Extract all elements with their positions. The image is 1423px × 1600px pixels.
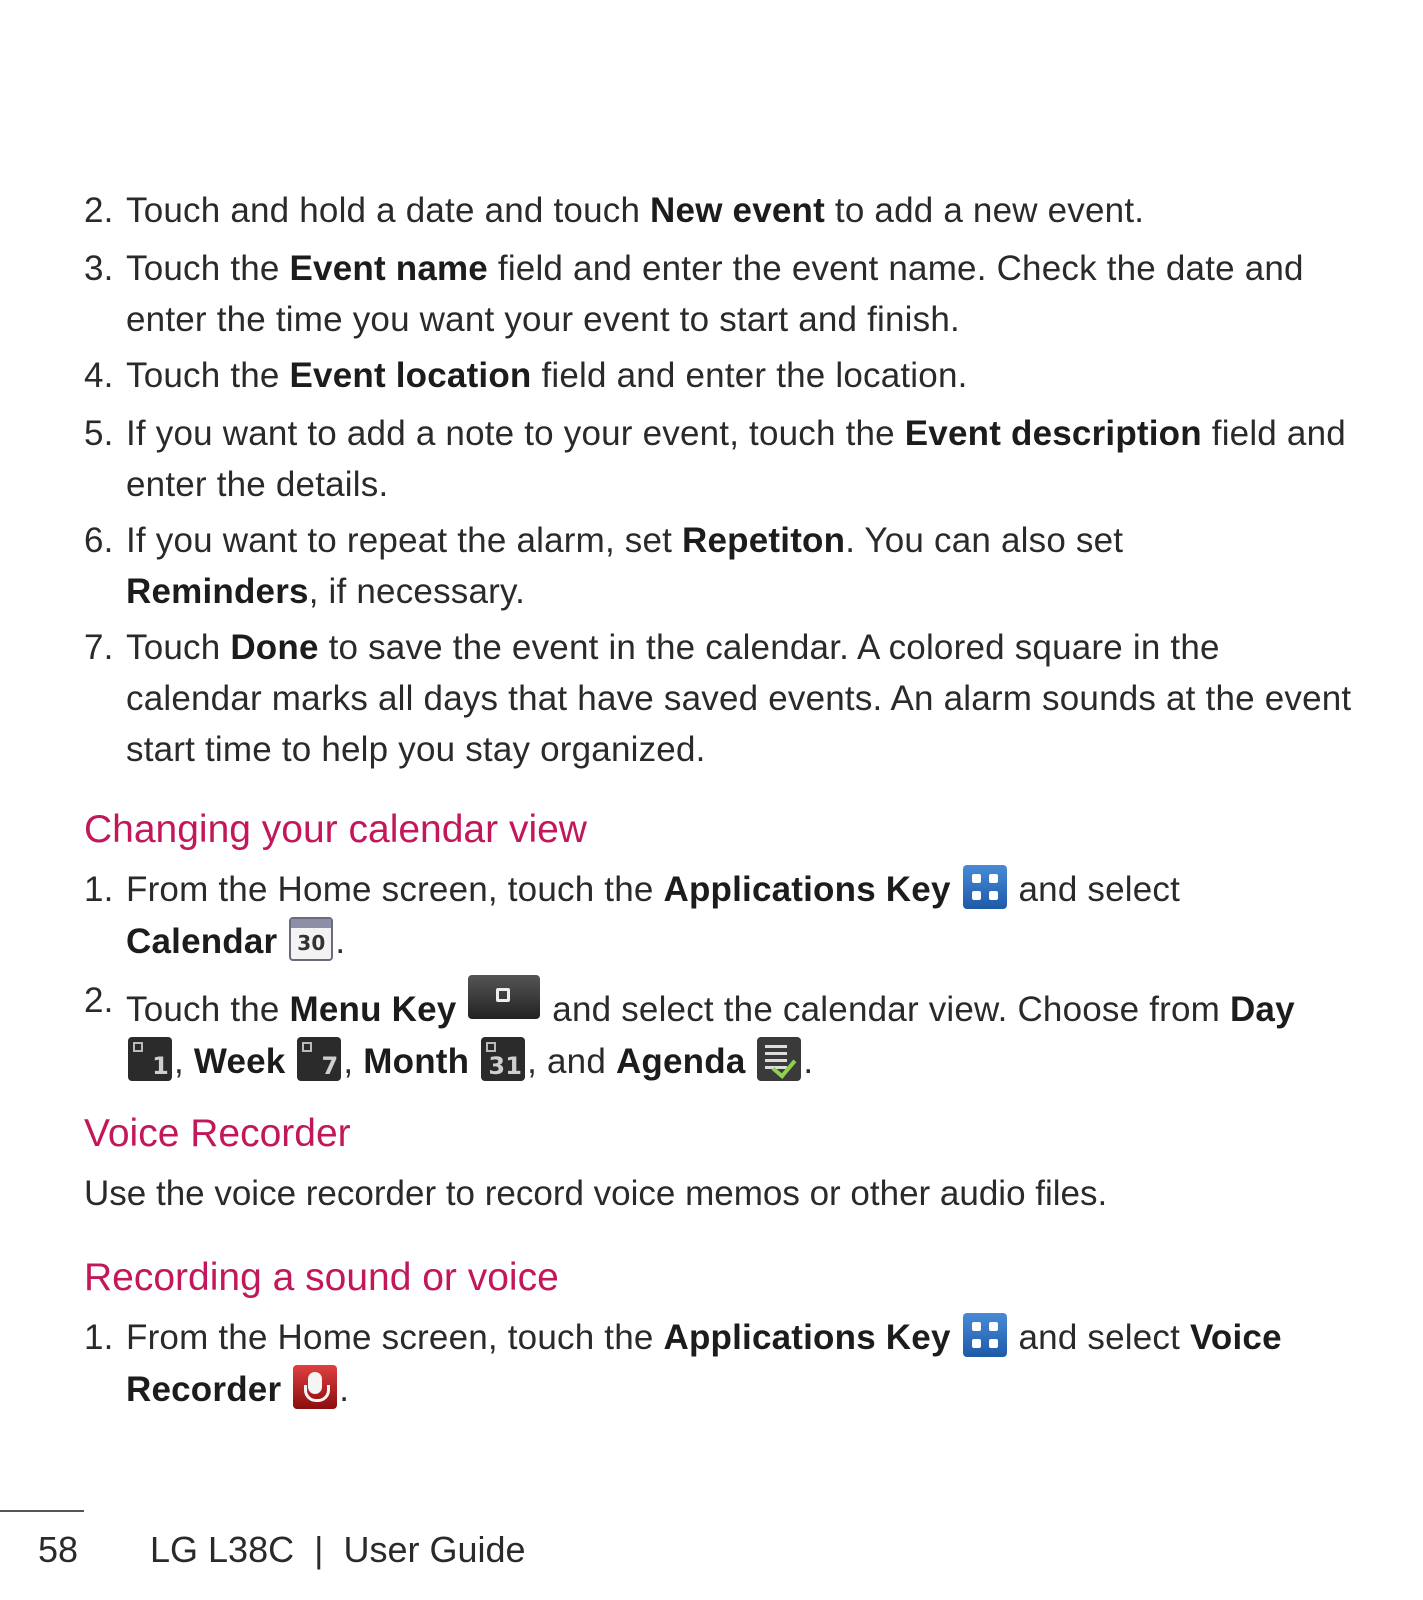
step-bold-term: Reminders: [126, 572, 309, 611]
step-text: [126, 243, 1354, 345]
step-bold-term: New event: [650, 191, 825, 230]
day-icon-label: 1: [152, 1052, 169, 1080]
step-text-part: ,: [174, 1042, 194, 1081]
step-text-part: and select the calendar view. Choose from: [542, 990, 1230, 1029]
list-item: [84, 1312, 1354, 1416]
agenda-view-icon: [757, 1037, 801, 1081]
step-bold-term: Recorder: [126, 1370, 282, 1409]
step-bold-term: Menu Key: [289, 990, 457, 1029]
footer-title: LG L38C | User Guide: [150, 1529, 526, 1570]
step-text: [126, 350, 1354, 401]
list-item: [84, 515, 1354, 617]
week-icon-label: 7: [321, 1052, 339, 1080]
step-text: [126, 975, 1354, 1088]
step-text-part: Touch and hold a date and touch: [126, 191, 651, 230]
step-bold-term: Calendar: [126, 922, 278, 961]
step-number: 5.: [84, 414, 114, 453]
step-text: [126, 622, 1354, 775]
voice-recorder-icon: [293, 1365, 337, 1409]
list-item: [84, 408, 1354, 510]
step-bold-term: Repetiton: [682, 521, 846, 560]
section-heading-recording: Recording a sound or voice: [84, 1256, 559, 1299]
footer-divider: [0, 1510, 84, 1512]
step-text-part: Touch the: [126, 249, 290, 288]
step-text-part: to save the event in the calendar. A colored square in the calendar marks all days that have saved events. An alarm sounds at the event start time to help you stay organized.: [126, 628, 1352, 769]
section-heading-calendar-view: Changing your calendar view: [84, 808, 587, 851]
step-text: [126, 864, 1354, 968]
list-item: [84, 185, 1354, 236]
step-number: 2.: [84, 191, 114, 230]
step-text-part: to add a new event.: [824, 191, 1145, 230]
step-bold-term: Event location: [289, 356, 532, 395]
step-text-part: Touch the: [126, 356, 290, 395]
section-description: Use the voice recorder to record voice memos or other audio files.: [84, 1174, 1108, 1213]
step-text-part: . You can also set: [845, 521, 1124, 560]
step-text-part: and select: [1008, 1318, 1190, 1357]
step-text: [126, 185, 1354, 236]
step-text-part: field and enter the location.: [531, 356, 968, 395]
step-bold-term: Week: [193, 1042, 286, 1081]
step-text-part: .: [803, 1042, 814, 1081]
step-bold-term: Done: [230, 628, 319, 667]
page-number: 58: [38, 1529, 79, 1570]
step-text-part: field and enter the event name. Check the date and enter the time you want your event to start and finish.: [126, 249, 1304, 339]
step-number: 7.: [84, 628, 114, 667]
step-bold-term: Event name: [289, 249, 488, 288]
step-text-part: .: [335, 922, 346, 961]
list-item: [84, 975, 1354, 1088]
step-text: [126, 515, 1354, 617]
step-text-part: If you want to add a note to your event, touch the: [126, 414, 905, 453]
applications-key-icon: [963, 1313, 1007, 1357]
applications-key-icon: [963, 865, 1007, 909]
step-number: 1.: [84, 1318, 114, 1357]
step-text-part: From the Home screen, touch the: [126, 1318, 664, 1357]
list-item: [84, 622, 1354, 775]
step-number: 2.: [84, 981, 114, 1020]
step-bold-term: Month: [363, 1042, 470, 1081]
list-item: [84, 350, 1354, 401]
step-text-part: If you want to repeat the alarm, set: [126, 521, 683, 560]
step-bold-term: Applications Key: [663, 1318, 951, 1357]
list-item: [84, 243, 1354, 345]
month-view-icon: [481, 1037, 525, 1081]
step-text-part: ,: [343, 1042, 364, 1081]
step-text-part: .: [339, 1370, 350, 1409]
step-bold-term: Agenda: [615, 1042, 746, 1081]
step-text-part: field and enter the details.: [126, 414, 1346, 504]
step-bold-term: Voice: [1189, 1318, 1282, 1357]
calendar-app-icon: [289, 917, 333, 961]
step-number: 3.: [84, 249, 114, 288]
month-icon-label: 31: [488, 1052, 523, 1080]
step-text-part: From the Home screen, touch the: [126, 870, 664, 909]
step-text: [126, 408, 1354, 510]
step-text-part: , and: [527, 1042, 616, 1081]
day-view-icon: [128, 1037, 172, 1081]
step-text-part: Touch the: [126, 990, 290, 1029]
step-number: 1.: [84, 870, 114, 909]
step-text-part: Touch: [126, 628, 231, 667]
step-text-part: and select: [1008, 870, 1181, 909]
step-number: 4.: [84, 356, 114, 395]
step-text-part: , if necessary.: [308, 572, 526, 611]
step-bold-term: Applications Key: [663, 870, 951, 909]
list-item: [84, 864, 1354, 968]
step-bold-term: Event description: [904, 414, 1202, 453]
step-number: 6.: [84, 521, 114, 560]
step-bold-term: Day: [1229, 990, 1295, 1029]
step-text: [126, 1312, 1354, 1416]
section-heading-voice-recorder: Voice Recorder: [84, 1112, 351, 1155]
menu-key-icon: [468, 975, 540, 1019]
week-view-icon: [297, 1037, 341, 1081]
calendar-icon-date: 30: [297, 931, 326, 955]
